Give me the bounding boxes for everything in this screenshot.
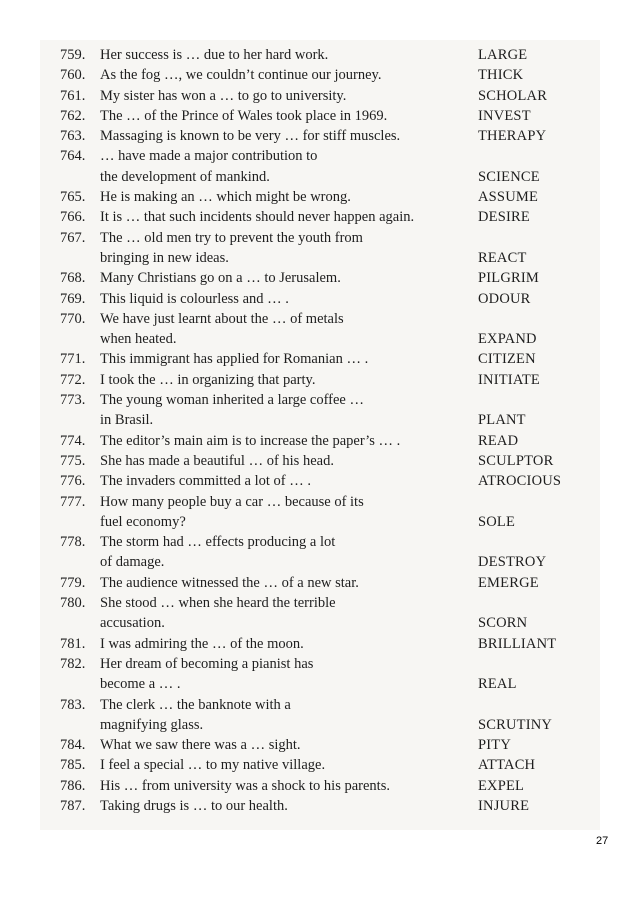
base-word: SCIENCE	[478, 168, 540, 185]
item-sentence: He is making an … which might be wrong.	[100, 189, 351, 206]
exercise-item	[60, 735, 580, 755]
base-word: EXPAND	[478, 331, 537, 348]
base-word: SCORN	[478, 615, 528, 632]
exercise-item	[60, 654, 580, 695]
exercise-item	[60, 45, 580, 65]
item-number: 776.	[60, 473, 86, 490]
item-sentence: The young woman inherited a large coffee …	[100, 392, 364, 409]
base-word: DESTROY	[478, 554, 547, 571]
item-number: 779.	[60, 574, 86, 591]
item-sentence: The clerk … the banknote with a	[100, 696, 291, 713]
item-sentence: Her success is … due to her hard work.	[100, 47, 329, 63]
item-sentence: This immigrant has applied for Romanian … .	[100, 351, 369, 368]
exercise-item	[60, 349, 580, 369]
item-first-line	[60, 755, 580, 775]
item-number: 763.	[60, 128, 86, 145]
item-sentence: As the fog …, we couldn’t continue our journey.	[100, 67, 382, 84]
item-number: 762.	[60, 107, 86, 124]
item-first-line	[60, 146, 580, 166]
item-number: 780.	[60, 595, 86, 612]
item-continuation-line	[60, 248, 580, 268]
base-word: ODOUR	[478, 290, 531, 307]
base-word: READ	[478, 432, 519, 449]
item-sentence: This liquid is colourless and … .	[100, 290, 289, 307]
item-sentence: magnifying glass.	[100, 716, 204, 733]
item-first-line	[60, 451, 580, 471]
base-word: BRILLIANT	[478, 635, 557, 652]
item-sentence: in Brasil.	[100, 412, 154, 429]
base-word: THICK	[478, 67, 524, 84]
base-word: ATROCIOUS	[478, 473, 562, 490]
item-number: 781.	[60, 635, 86, 652]
item-sentence: I feel a special … to my native village.	[100, 757, 326, 774]
base-word: SOLE	[478, 513, 516, 530]
item-first-line	[60, 187, 580, 207]
exercise-item	[60, 126, 580, 146]
item-number: 778.	[60, 534, 86, 551]
item-number: 764.	[60, 148, 86, 165]
item-sentence: She stood … when she heard the terrible	[100, 595, 336, 612]
item-number: 765.	[60, 189, 86, 206]
item-number: 769.	[60, 290, 86, 307]
exercise-item	[60, 370, 580, 390]
item-first-line	[60, 634, 580, 654]
base-word: THERAPY	[478, 128, 547, 145]
item-sentence: The … of the Prince of Wales took place in 1969.	[100, 107, 388, 124]
item-number: 786.	[60, 777, 86, 794]
exercise-item	[60, 776, 580, 796]
item-continuation-line	[60, 512, 580, 532]
item-number: 775.	[60, 452, 86, 469]
base-word: DESIRE	[478, 209, 530, 226]
base-word: INJURE	[478, 797, 530, 814]
word-formation-exercise	[60, 45, 580, 816]
item-first-line	[60, 207, 580, 227]
item-first-line	[60, 349, 580, 369]
item-number: 777.	[60, 493, 86, 510]
item-sentence: become a … .	[100, 676, 181, 693]
item-continuation-line	[60, 674, 580, 694]
item-number: 760.	[60, 67, 86, 84]
base-word: INVEST	[478, 107, 531, 124]
item-number: 772.	[60, 371, 86, 388]
item-number: 767.	[60, 229, 86, 246]
item-sentence: I was admiring the … of the moon.	[100, 635, 304, 652]
item-sentence: Her dream of becoming a pianist has	[100, 655, 314, 672]
item-sentence: Massaging is known to be very … for stiff muscles.	[100, 128, 401, 145]
item-first-line	[60, 593, 580, 613]
exercise-item	[60, 207, 580, 227]
item-number: 771.	[60, 351, 86, 368]
base-word: ATTACH	[478, 757, 536, 774]
item-number: 774.	[60, 432, 86, 449]
item-sentence: His … from university was a shock to his parents.	[100, 777, 390, 794]
item-first-line	[60, 796, 580, 816]
item-first-line	[60, 289, 580, 309]
page-number: 27	[596, 835, 609, 847]
base-word: INITIATE	[478, 371, 540, 388]
exercise-item	[60, 86, 580, 106]
item-sentence: The audience witnessed the … of a new star.	[100, 574, 359, 591]
item-sentence: The storm had … effects producing a lot	[100, 534, 336, 551]
item-sentence: Many Christians go on a … to Jerusalem.	[100, 270, 341, 287]
exercise-item	[60, 268, 580, 288]
item-first-line	[60, 492, 580, 512]
exercise-item	[60, 796, 580, 816]
item-first-line	[60, 532, 580, 552]
item-number: 783.	[60, 696, 86, 713]
item-sentence: fuel economy?	[100, 513, 186, 530]
item-first-line	[60, 45, 580, 65]
exercise-item	[60, 695, 580, 736]
item-continuation-line	[60, 329, 580, 349]
base-word: CITIZEN	[478, 351, 536, 368]
base-word: EMERGE	[478, 574, 539, 591]
item-first-line	[60, 106, 580, 126]
item-first-line	[60, 776, 580, 796]
item-first-line	[60, 268, 580, 288]
item-first-line	[60, 228, 580, 248]
item-first-line	[60, 573, 580, 593]
item-sentence: The invaders committed a lot of … .	[100, 473, 312, 490]
base-word: PILGRIM	[478, 270, 540, 287]
item-number: 761.	[60, 87, 86, 104]
exercise-item	[60, 187, 580, 207]
base-word: PLANT	[478, 412, 526, 429]
item-number: 773.	[60, 392, 86, 409]
item-first-line	[60, 735, 580, 755]
item-first-line	[60, 86, 580, 106]
item-sentence: the development of mankind.	[100, 168, 270, 185]
item-first-line	[60, 654, 580, 674]
base-word: SCULPTOR	[478, 452, 554, 469]
item-sentence: when heated.	[100, 331, 177, 348]
item-sentence: She has made a beautiful … of his head.	[100, 452, 334, 469]
item-number: 766.	[60, 209, 86, 226]
item-sentence: The … old men try to prevent the youth from	[100, 229, 363, 246]
exercise-item	[60, 573, 580, 593]
exercise-item	[60, 593, 580, 634]
item-first-line	[60, 695, 580, 715]
item-first-line	[60, 65, 580, 85]
item-sentence: It is … that such incidents should never happen again.	[100, 209, 415, 226]
exercise-item	[60, 146, 580, 187]
item-sentence: How many people buy a car … because of its	[100, 493, 364, 510]
item-first-line	[60, 471, 580, 491]
item-first-line	[60, 126, 580, 146]
base-word: SCRUTINY	[478, 716, 553, 733]
item-sentence: The editor’s main aim is to increase the paper’s … .	[100, 432, 401, 449]
exercise-item	[60, 289, 580, 309]
exercise-item	[60, 106, 580, 126]
item-first-line	[60, 390, 580, 410]
exercise-item	[60, 492, 580, 533]
item-continuation-line	[60, 552, 580, 572]
item-number: 785.	[60, 757, 86, 774]
item-first-line	[60, 370, 580, 390]
item-number: 770.	[60, 310, 86, 327]
exercise-item	[60, 634, 580, 654]
item-number: 787.	[60, 797, 86, 814]
item-number: 768.	[60, 270, 86, 287]
item-continuation-line	[60, 613, 580, 633]
exercise-item	[60, 309, 580, 350]
exercise-item	[60, 390, 580, 431]
exercise-item	[60, 431, 580, 451]
base-word: REACT	[478, 249, 527, 266]
exercise-item	[60, 65, 580, 85]
exercise-item	[60, 451, 580, 471]
item-sentence: … have made a major contribution to	[100, 148, 318, 165]
item-sentence: I took the … in organizing that party.	[100, 371, 316, 388]
exercise-item	[60, 471, 580, 491]
exercise-item	[60, 228, 580, 269]
item-sentence: Taking drugs is … to our health.	[100, 797, 288, 814]
item-sentence: My sister has won a … to go to university.	[100, 87, 347, 104]
item-number: 784.	[60, 737, 86, 754]
item-first-line	[60, 431, 580, 451]
item-sentence: We have just learnt about the … of metals	[100, 310, 344, 327]
item-first-line	[60, 309, 580, 329]
base-word: EXPEL	[478, 777, 525, 794]
base-word: PITY	[478, 737, 512, 754]
item-sentence: What we saw there was a … sight.	[100, 737, 301, 754]
item-sentence: of damage.	[100, 554, 165, 571]
item-continuation-line	[60, 410, 580, 430]
base-word: SCHOLAR	[478, 87, 548, 104]
item-continuation-line	[60, 167, 580, 187]
exercise-item	[60, 532, 580, 573]
exercise-item	[60, 755, 580, 775]
base-word: ASSUME	[478, 189, 539, 206]
item-sentence: accusation.	[100, 615, 165, 632]
base-word: LARGE	[478, 47, 528, 63]
item-number: 782.	[60, 655, 86, 672]
item-number: 759.	[60, 47, 86, 63]
item-continuation-line	[60, 715, 580, 735]
base-word: REAL	[478, 676, 517, 693]
item-sentence: bringing in new ideas.	[100, 249, 229, 266]
